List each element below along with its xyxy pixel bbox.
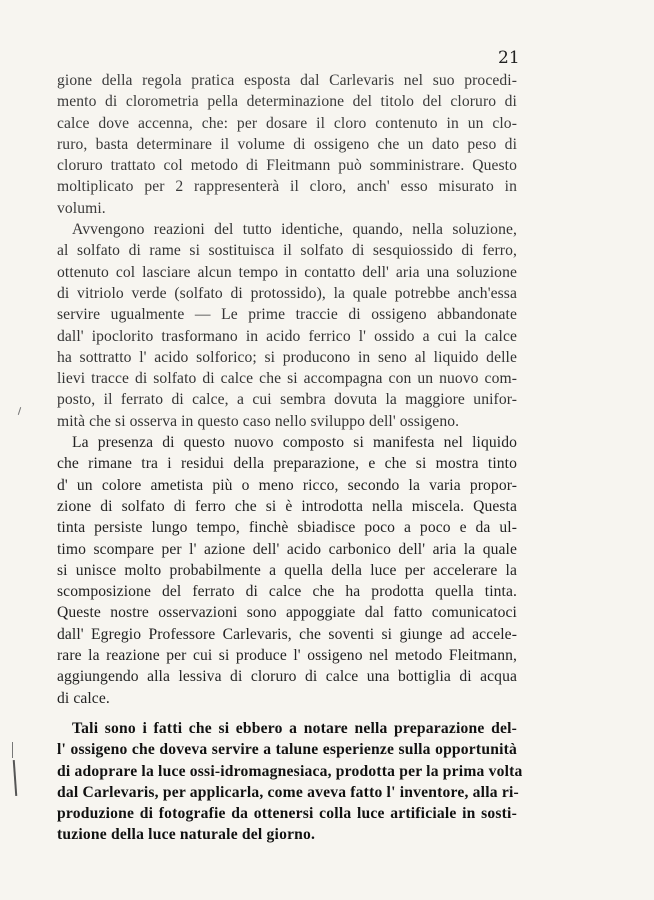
text-line: dall' ipoclorito trasformano in acido ferrico l' ossido a cui la calce (57, 327, 517, 345)
text-line: moltiplicato per 2 rappresenterà il cloro, anch' esso misurato in (57, 178, 517, 196)
text-line: tinta persiste lungo tempo, finchè sbiadisce poco a poco e da ul- (57, 519, 517, 537)
paragraph-4 (57, 718, 523, 846)
text-line: al solfato di rame si sostituisca il solfato di sesquiossido di ferro, (57, 242, 517, 260)
paragraph-2 (57, 219, 517, 432)
text-line: posto, il ferrato di calce, a cui sembra dovuta la maggiore unifor- (57, 391, 517, 409)
text-line: La presenza di questo nuovo composto si manifesta nel liquido (72, 434, 517, 452)
text-line: di adoprare la luce ossi-idromagnesiaca, prodotta per la prima volta (57, 762, 523, 780)
text-line: lievi tracce di solfato di calce che si accompagna con un nuovo com- (57, 370, 517, 388)
text-line: gione della regola pratica esposta dal Carlevaris nel suo procedi- (57, 72, 517, 89)
text-line: Tali sono i fatti che si ebbero a notare nella preparazione del- (72, 719, 517, 737)
text-line: timo scompare per l' azione dell' acido carbonico dell' aria la quale (57, 540, 517, 558)
text-line: calce dove accenna, che: per dosare il cloro contenuto in un clo- (57, 114, 517, 132)
page-number: 21 (498, 48, 520, 68)
paragraph-3 (57, 432, 517, 709)
text-line: rare la reazione per cui si produce l' ossigeno nel metodo Fleitmann, (57, 647, 517, 665)
text-line: che rimane tra i residui della preparazione, e che si mostra tinto (57, 455, 517, 473)
text-line: mità che si osserva in questo caso nello sviluppo dell' ossigeno. (57, 412, 460, 430)
text-line: si unisce molto probabilmente a quella della luce per accelerare la (57, 561, 517, 579)
text-line: tuzione della luce naturale del giorno. (57, 826, 316, 844)
margin-mark (18, 407, 21, 415)
text-line: cloruro trattato col metodo di Fleitmann può somministrare. Questo (57, 157, 517, 175)
text-line: mento di clorometria pella determinazione del titolo del cloruro di (57, 93, 517, 111)
margin-mark (12, 742, 13, 758)
text-line: servire ugualmente — Le prime traccie di ossigeno abbandonate (57, 306, 517, 324)
margin-mark (13, 760, 17, 796)
text-line: di calce. (57, 689, 110, 707)
text-line: di vitriolo verde (solfato di protossido), la quale potrebbe anch'essa (57, 284, 517, 302)
text-line: Queste nostre osservazioni sono appoggiate dal fatto comunicatoci (57, 604, 517, 622)
text-line: ha sottratto l' acido solforico; si producono in seno al liquido delle (57, 348, 517, 366)
text-line: Avvengono reazioni del tutto identiche, quando, nella soluzione, (72, 221, 517, 239)
paragraph-1 (57, 70, 517, 219)
text-line: ottenuto col lasciare alcun tempo in contatto dell' aria una soluzione (57, 263, 517, 281)
body-text (57, 70, 523, 846)
text-line: dall' Egregio Professore Carlevaris, che soventi si giunge ad accele- (57, 625, 517, 643)
text-line: zione di solfato di ferro che si è introdotta nella miscela. Questa (57, 497, 517, 515)
text-line: l' ossigeno che doveva servire a talune esperienze sulla opportunità (57, 741, 517, 759)
text-line: produzione di fotografie da ottenersi colla luce artificiale in sosti- (57, 805, 517, 823)
text-line: volumi. (57, 199, 106, 217)
text-line: aggiungendo alla lessiva di cloruro di calce una bottiglia di acqua (57, 668, 517, 686)
text-line: ruro, basta determinare il volume di ossigeno che un dato peso di (57, 135, 517, 153)
text-line: scomposizione del ferrato di calce che ha prodotta quella tinta. (57, 583, 517, 601)
text-line: d' un colore ametista più o meno ricco, secondo la varia propor- (57, 476, 517, 494)
text-line: dal Carlevaris, per applicarla, come aveva fatto l' inventore, alla ri- (57, 783, 519, 801)
